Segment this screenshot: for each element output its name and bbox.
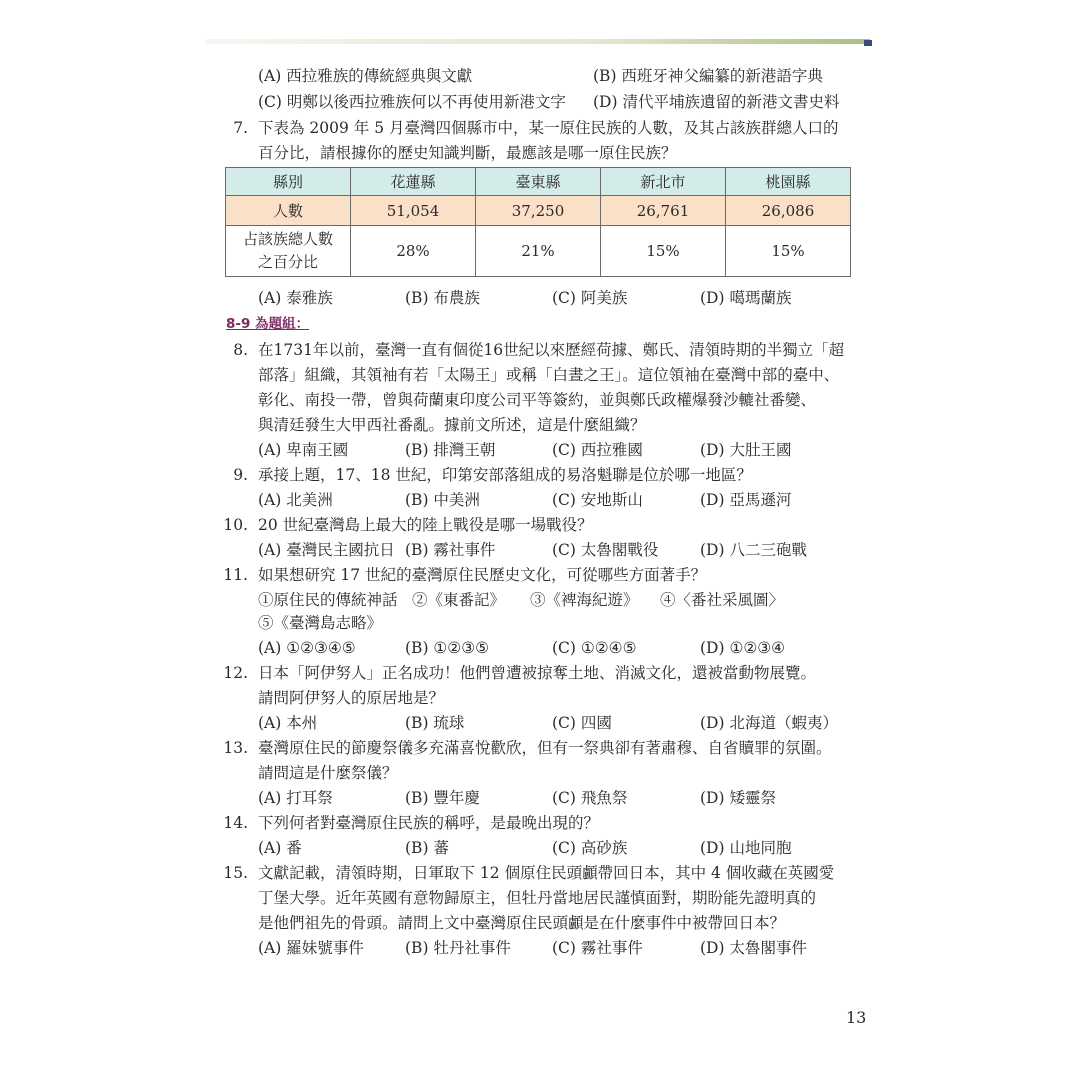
q7-option-b: (B) 布農族 (405, 289, 480, 307)
table-cell-header-taoyuan: 桃園縣 (726, 168, 851, 196)
q7-option-a: (A) 泰雅族 (258, 289, 333, 307)
q13-text-line-2: 請問這是什麼祭儀？ (258, 764, 398, 782)
q11-text-line-1: 如果想研究 17 世紀的臺灣原住民歷史文化，可從哪些方面著手？ (258, 566, 707, 584)
table-cell-count-taitung: 37,250 (476, 196, 601, 226)
q9-option-c: (C) 安地斯山 (552, 491, 643, 509)
table-cell-pct-taitung: 21% (476, 226, 601, 277)
q11-item-5: ⑤《臺灣島志略》 (258, 614, 383, 632)
q11-item-4: ④〈番社采風圖〉 (660, 591, 785, 609)
table-cell-pct-hualien: 28% (351, 226, 476, 277)
table-cell-header-taitung: 臺東縣 (476, 168, 601, 196)
q15-option-c: (C) 霧社事件 (552, 939, 643, 957)
q8-text-line-4: 與清廷發生大甲西社番亂。據前文所述，這是什麼組織？ (258, 416, 646, 434)
q9-text-line-1: 承接上題，17、18 世紀，印第安部落組成的易洛魁聯是位於哪一地區？ (258, 466, 752, 484)
q13-option-d: (D) 矮靈祭 (700, 789, 776, 807)
q15-option-d: (D) 太魯閣事件 (700, 939, 807, 957)
q10-number: 10. (223, 516, 248, 534)
q11-item-1: ①原住民的傳統神話 (258, 591, 398, 609)
q12-text-line-1: 日本「阿伊努人」正名成功！他們曾遭被掠奪土地、消滅文化，還被當動物展覽。 (258, 664, 817, 682)
q14-option-a: (A) 番 (258, 839, 302, 857)
table-cell-pct-taoyuan: 15% (726, 226, 851, 277)
q10-option-b: (B) 霧社事件 (405, 541, 496, 559)
q6-option-b: (B) 西班牙神父編纂的新港語字典 (593, 67, 823, 85)
table-cell-header-hualien: 花蓮縣 (351, 168, 476, 196)
q8-option-a: (A) 卑南王國 (258, 441, 349, 459)
q11-option-b: (B) ①②③⑤ (405, 639, 489, 657)
table-cell-pct-new-taipei: 15% (601, 226, 726, 277)
q10-text-line-1: 20 世紀臺灣島上最大的陸上戰役是哪一場戰役？ (258, 516, 593, 534)
q13-number: 13. (223, 739, 248, 757)
q15-option-b: (B) 牡丹社事件 (405, 939, 511, 957)
q11-option-a: (A) ①②③④⑤ (258, 639, 356, 657)
q14-option-b: (B) 蕃 (405, 839, 449, 857)
question-group-label: 8-9 為題組： (226, 316, 310, 332)
table-cell-count-hualien: 51,054 (351, 196, 476, 226)
q6-option-a: (A) 西拉雅族的傳統經典與文獻 (258, 67, 473, 85)
q14-number: 14. (223, 814, 248, 832)
percentage-label-line-2: 之百分比 (257, 253, 318, 271)
q9-option-d: (D) 亞馬遜河 (700, 491, 792, 509)
q11-number: 11. (223, 566, 248, 584)
q12-option-d: (D) 北海道（蝦夷） (700, 714, 838, 732)
table-cell-count-label: 人數 (226, 196, 351, 226)
q8-text-line-3: 彰化、南投一帶，曾與荷蘭東印度公司平等簽約，並與鄭氏政權爆發沙轆社番變、 (258, 391, 817, 409)
q7-text-line-1: 下表為 2009 年 5 月臺灣四個縣市中，某一原住民族的人數，及其占該族群總人口的 (258, 119, 839, 137)
q8-number: 8. (233, 341, 248, 359)
table-cell-header-new-taipei: 新北市 (601, 168, 726, 196)
percentage-label-line-1: 占該族總人數 (242, 230, 333, 248)
population-table (225, 167, 851, 277)
q15-text-line-3: 是他們祖先的骨頭。請問上文中臺灣原住民頭顱是在什麼事件中被帶回日本？ (258, 914, 786, 932)
q12-number: 12. (223, 664, 248, 682)
q12-text-line-2: 請問阿伊努人的原居地是？ (258, 689, 445, 707)
q9-number: 9. (233, 466, 248, 484)
q11-item-2: ②《東番記》 (412, 591, 506, 609)
q7-text-line-2: 百分比，請根據你的歷史知識判斷，最應該是哪一原住民族？ (258, 144, 677, 162)
q14-text-line-1: 下列何者對臺灣原住民族的稱呼，是最晚出現的？ (258, 814, 600, 832)
q11-item-3: ③《裨海紀遊》 (530, 591, 639, 609)
q10-option-a: (A) 臺灣民主國抗日 (258, 541, 395, 559)
q7-number: 7. (233, 119, 248, 137)
q12-option-a: (A) 本州 (258, 714, 318, 732)
q14-option-c: (C) 高砂族 (552, 839, 628, 857)
page-number: 13 (846, 1008, 867, 1027)
q6-option-d: (D) 清代平埔族遺留的新港文書史料 (593, 93, 840, 111)
q10-option-c: (C) 太魯閣戰役 (552, 541, 659, 559)
table-header-row (226, 168, 851, 196)
table-cell-count-new-taipei: 26,761 (601, 196, 726, 226)
q12-option-b: (B) 琉球 (405, 714, 465, 732)
q8-text-line-1: 在1731年以前，臺灣一直有個從16世紀以來歷經荷據、鄭氏、清領時期的半獨立「超 (258, 341, 845, 359)
q8-option-c: (C) 西拉雅國 (552, 441, 643, 459)
q8-option-b: (B) 排灣王朝 (405, 441, 496, 459)
q7-option-c: (C) 阿美族 (552, 289, 628, 307)
q12-option-c: (C) 四國 (552, 714, 612, 732)
q8-option-d: (D) 大肚王國 (700, 441, 792, 459)
table-cell-percentage-label (226, 226, 351, 277)
table-row-percentage (226, 226, 851, 277)
table-row-count (226, 196, 851, 226)
q11-option-d: (D) ①②③④ (700, 639, 786, 657)
q10-option-d: (D) 八二三砲戰 (700, 541, 807, 559)
q11-option-c: (C) ①②④⑤ (552, 639, 637, 657)
q8-text-line-2: 部落」組織，其領袖有若「太陽王」或稱「白晝之王」。這位領袖在臺灣中部的臺中、 (258, 366, 840, 384)
q13-option-c: (C) 飛魚祭 (552, 789, 628, 807)
q13-option-a: (A) 打耳祭 (258, 789, 333, 807)
q9-option-a: (A) 北美洲 (258, 491, 333, 509)
table-cell-count-taoyuan: 26,086 (726, 196, 851, 226)
q15-option-a: (A) 羅妹號事件 (258, 939, 364, 957)
q15-text-line-2: 丁堡大學。近年英國有意物歸原主，但牡丹當地居民謹慎面對，期盼能先證明真的 (258, 889, 817, 907)
q13-option-b: (B) 豐年慶 (405, 789, 480, 807)
q15-text-line-1: 文獻記載，清領時期，日軍取下 12 個原住民頭顱帶回日本，其中 4 個收藏在英國愛 (258, 864, 835, 882)
q14-option-d: (D) 山地同胞 (700, 839, 792, 857)
table-cell-header-county: 縣別 (226, 168, 351, 196)
q13-text-line-1: 臺灣原住民的節慶祭儀多充滿喜悅歡欣，但有一祭典卻有著肅穆、自省贖罪的氛圍。 (258, 739, 832, 757)
q9-option-b: (B) 中美洲 (405, 491, 480, 509)
q15-number: 15. (223, 864, 248, 882)
q7-option-d: (D) 噶瑪蘭族 (700, 289, 792, 307)
q6-option-c: (C) 明鄭以後西拉雅族何以不再使用新港文字 (258, 93, 566, 111)
